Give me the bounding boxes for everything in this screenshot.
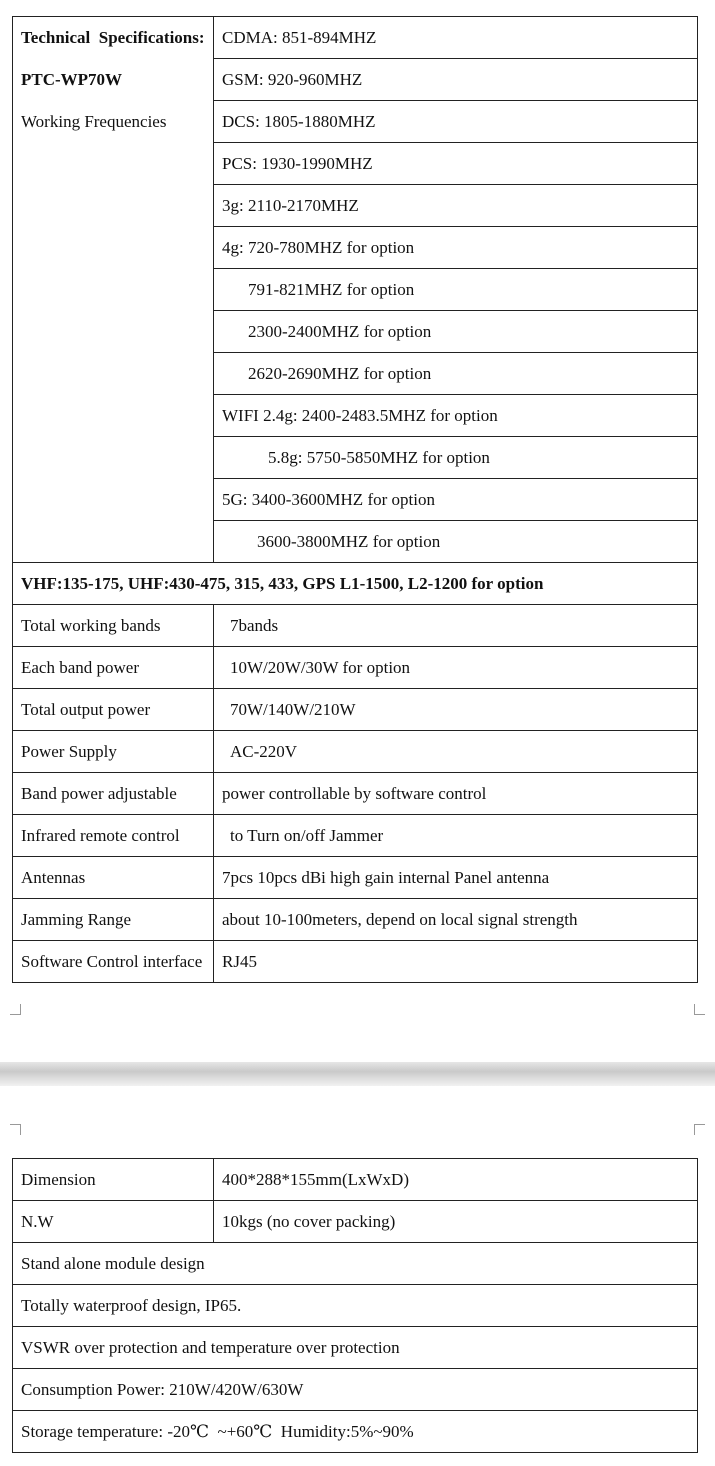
spec-label: Power Supply	[13, 731, 214, 773]
frequency-cell: 3600-3800MHZ for option	[214, 521, 698, 563]
spec-value: 10kgs (no cover packing)	[214, 1201, 698, 1243]
spec-label: N.W	[13, 1201, 214, 1243]
note-row: Storage temperature: -20℃ ~+60℃ Humidity:5%~90%	[13, 1411, 698, 1453]
table-row	[13, 1243, 698, 1285]
table-row	[13, 731, 698, 773]
table-row	[13, 17, 698, 59]
note-row: VSWR over protection and temperature over protection	[13, 1327, 698, 1369]
table-row	[13, 605, 698, 647]
table-row	[13, 647, 698, 689]
table-row	[13, 773, 698, 815]
page-corner-mark	[694, 1004, 705, 1015]
frequency-cell: PCS: 1930-1990MHZ	[214, 143, 698, 185]
spec-value: to Turn on/off Jammer	[214, 815, 698, 857]
frequency-cell: 5G: 3400-3600MHZ for option	[214, 479, 698, 521]
page-corner-mark	[694, 1124, 705, 1135]
page-corner-mark	[10, 1004, 21, 1015]
spec-label: Total working bands	[13, 605, 214, 647]
table-row	[13, 857, 698, 899]
table-row	[13, 1411, 698, 1453]
frequency-cell: WIFI 2.4g: 2400-2483.5MHZ for option	[214, 395, 698, 437]
spec-value: AC-220V	[214, 731, 698, 773]
table-row	[13, 899, 698, 941]
frequency-cell: DCS: 1805-1880MHZ	[214, 101, 698, 143]
spec-value: 10W/20W/30W for option	[214, 647, 698, 689]
frequency-cell: 5.8g: 5750-5850MHZ for option	[214, 437, 698, 479]
spec-title: Technical Specifications:	[21, 28, 205, 47]
frequency-cell: CDMA: 851-894MHZ	[214, 17, 698, 59]
spec-label: Each band power	[13, 647, 214, 689]
frequency-cell: 791-821MHZ for option	[214, 269, 698, 311]
table-row	[13, 1201, 698, 1243]
frequency-cell: 3g: 2110-2170MHZ	[214, 185, 698, 227]
spec-label: Dimension	[13, 1159, 214, 1201]
page-2	[0, 1086, 715, 1466]
spec-label: Antennas	[13, 857, 214, 899]
vhf-row: VHF:135-175, UHF:430-475, 315, 433, GPS L1-1500, L2-1200 for option	[13, 563, 698, 605]
table-row	[13, 815, 698, 857]
spec-label: Band power adjustable	[13, 773, 214, 815]
frequency-cell: 2620-2690MHZ for option	[214, 353, 698, 395]
frequency-cell: GSM: 920-960MHZ	[214, 59, 698, 101]
spec-value: 400*288*155mm(LxWxD)	[214, 1159, 698, 1201]
spec-value: RJ45	[214, 941, 698, 983]
page-separator	[0, 1062, 715, 1086]
spec-heading-cell	[13, 17, 214, 563]
spec-label: Infrared remote control	[13, 815, 214, 857]
frequency-cell: 2300-2400MHZ for option	[214, 311, 698, 353]
note-row: Totally waterproof design, IP65.	[13, 1285, 698, 1327]
note-row: Consumption Power: 210W/420W/630W	[13, 1369, 698, 1411]
page-corner-mark	[10, 1124, 21, 1135]
spec-label: Total output power	[13, 689, 214, 731]
spec-value: 70W/140W/210W	[214, 689, 698, 731]
table-row	[13, 1327, 698, 1369]
spec-label: Jamming Range	[13, 899, 214, 941]
spec-value: 7bands	[214, 605, 698, 647]
spec-value: about 10-100meters, depend on local signal strength	[214, 899, 698, 941]
spec-value: power controllable by software control	[214, 773, 698, 815]
frequency-cell: 4g: 720-780MHZ for option	[214, 227, 698, 269]
note-row: Stand alone module design	[13, 1243, 698, 1285]
working-frequencies-label: Working Frequencies	[21, 112, 167, 131]
spec-table	[12, 16, 698, 983]
spec-value: 7pcs 10pcs dBi high gain internal Panel antenna	[214, 857, 698, 899]
table-row	[13, 1159, 698, 1201]
table-row	[13, 1285, 698, 1327]
model-name: PTC-WP70W	[21, 70, 123, 89]
table-row	[13, 1369, 698, 1411]
table-row	[13, 941, 698, 983]
table-row	[13, 563, 698, 605]
spec-label: Software Control interface	[13, 941, 214, 983]
table-row	[13, 689, 698, 731]
spec-table-continued	[12, 1158, 698, 1453]
